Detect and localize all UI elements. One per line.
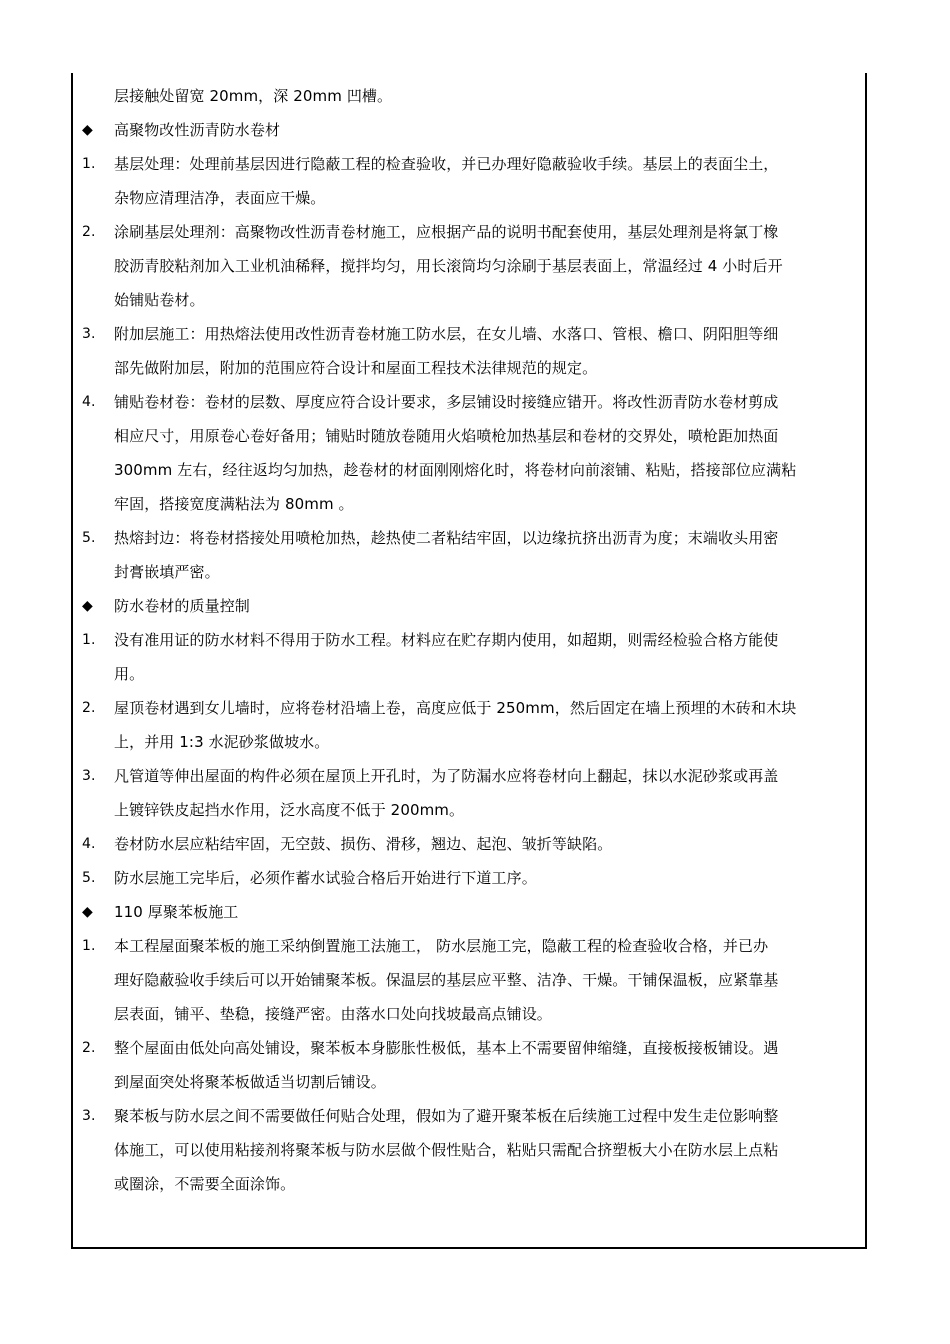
line-text: 杂物应清理洁净，表面应干燥。 <box>114 189 326 207</box>
line-text: 体施工，可以使用粘接剂将聚苯板与防水层做个假性贴合，粘贴只需配合挤塑板大小在防水层上点粘 <box>114 1141 779 1159</box>
line-text: 防水层施工完毕后，必须作蓄水试验合格后开始进行下道工序。 <box>114 869 537 887</box>
paragraph-line <box>78 351 858 385</box>
list-number: 1. <box>82 156 96 172</box>
line-text: 300mm 左右，经往返均匀加热，趁卷材的材面刚刚熔化时，将卷材向前滚铺、粘贴，搭接部位应满粘 <box>114 461 797 479</box>
paragraph-line <box>78 963 858 997</box>
heading-text: 110 厚聚苯板施工 <box>114 903 239 921</box>
list-number: 1. <box>82 632 96 648</box>
paragraph-line <box>78 453 858 487</box>
diamond-bullet-icon: ◆ <box>82 122 93 138</box>
paragraph-line <box>78 181 858 215</box>
paragraph-line <box>78 249 858 283</box>
line-text: 始铺贴卷材。 <box>114 291 205 309</box>
list-item <box>78 385 858 419</box>
paragraph-line <box>78 997 858 1031</box>
line-text: 整个屋面由低处向高处铺设，聚苯板本身膨胀性极低，基本上不需要留伸缩缝，直接板接板铺设。遇 <box>114 1039 779 1057</box>
paragraph-line <box>78 1065 858 1099</box>
line-text: 牢固，搭接宽度满粘法为 80mm 。 <box>114 495 354 513</box>
diamond-bullet-icon: ◆ <box>82 904 93 920</box>
line-text: 没有准用证的防水材料不得用于防水工程。材料应在贮存期内使用，如超期，则需经检验合格方能使 <box>114 631 779 649</box>
line-text: 热熔封边：将卷材搭接处用喷枪加热，趁热使二者粘结牢固，以边缘抗挤出沥青为度；末端收头用密 <box>114 529 779 547</box>
list-number: 5. <box>82 530 96 546</box>
list-number: 3. <box>82 1108 96 1124</box>
paragraph-line <box>78 283 858 317</box>
list-number: 3. <box>82 326 96 342</box>
heading-text: 防水卷材的质量控制 <box>114 597 250 615</box>
list-item <box>78 827 858 861</box>
document-body <box>78 79 858 1201</box>
line-text: 上镀锌铁皮起挡水作用，泛水高度不低于 200mm。 <box>114 801 465 819</box>
paragraph-line <box>78 1133 858 1167</box>
list-number: 4. <box>82 836 96 852</box>
list-item <box>78 521 858 555</box>
section-heading <box>78 113 858 147</box>
line-text: 涂刷基层处理剂：高聚物改性沥青卷材施工，应根据产品的说明书配套使用，基层处理剂是将氯丁橡 <box>114 223 779 241</box>
list-item <box>78 759 858 793</box>
paragraph-line <box>78 419 858 453</box>
line-text: 铺贴卷材卷：卷材的层数、厚度应符合设计要求，多层铺设时接缝应错开。将改性沥青防水卷材剪成 <box>114 393 779 411</box>
line-text: 本工程屋面聚苯板的施工采纳倒置施工法施工， 防水层施工完，隐蔽工程的检查验收合格，并已办 <box>114 937 769 955</box>
line-text: 胶沥青胶粘剂加入工业机油稀释，搅拌均匀，用长滚筒均匀涂刷于基层表面上，常温经过 4 小时后开 <box>114 257 783 275</box>
line-text: 屋顶卷材遇到女儿墙时，应将卷材沿墙上卷，高度应低于 250mm，然后固定在墙上预埋的木砖和木块 <box>114 699 797 717</box>
line-text: 层表面，铺平、垫稳，接缝严密。由落水口处向找坡最高点铺设。 <box>114 1005 552 1023</box>
list-item <box>78 861 858 895</box>
heading-text: 高聚物改性沥青防水卷材 <box>114 121 281 139</box>
list-number: 4. <box>82 394 96 410</box>
paragraph-line <box>78 793 858 827</box>
list-item <box>78 929 858 963</box>
line-text: 层接触处留宽 20mm，深 20mm 凹槽。 <box>114 87 393 105</box>
paragraph-line <box>78 487 858 521</box>
line-text: 上，并用 1:3 水泥砂浆做坡水。 <box>114 733 330 751</box>
list-item <box>78 317 858 351</box>
line-text: 部先做附加层，附加的范围应符合设计和屋面工程技术法律规范的规定。 <box>114 359 598 377</box>
line-text: 封膏嵌填严密。 <box>114 563 220 581</box>
list-number: 2. <box>82 224 96 240</box>
paragraph-line <box>78 657 858 691</box>
list-number: 3. <box>82 768 96 784</box>
paragraph-line <box>78 1167 858 1201</box>
list-number: 2. <box>82 700 96 716</box>
line-text: 用。 <box>114 665 145 683</box>
list-item <box>78 691 858 725</box>
list-number: 1. <box>82 938 96 954</box>
list-item <box>78 1031 858 1065</box>
paragraph-line <box>78 725 858 759</box>
line-text: 凡管道等伸出屋面的构件必须在屋顶上开孔时，为了防漏水应将卷材向上翻起，抹以水泥砂浆或再盖 <box>114 767 779 785</box>
paragraph-line <box>78 79 858 113</box>
line-text: 卷材防水层应粘结牢固，无空鼓、损伤、滑移，翘边、起泡、皱折等缺陷。 <box>114 835 613 853</box>
line-text: 聚苯板与防水层之间不需要做任何贴合处理，假如为了避开聚苯板在后续施工过程中发生走位影响整 <box>114 1107 779 1125</box>
line-text: 基层处理：处理前基层因进行隐蔽工程的检查验收，并已办理好隐蔽验收手续。基层上的表面尘土， <box>114 155 779 173</box>
line-text: 或圈涂，不需要全面涂饰。 <box>114 1175 296 1193</box>
list-item <box>78 215 858 249</box>
section-heading <box>78 895 858 929</box>
line-text: 附加层施工：用热熔法使用改性沥青卷材施工防水层，在女儿墙、水落口、管根、檐口、阴阳胆等细 <box>114 325 779 343</box>
section-heading <box>78 589 858 623</box>
list-number: 2. <box>82 1040 96 1056</box>
line-text: 理好隐蔽验收手续后可以开始铺聚苯板。保温层的基层应平整、洁净、干燥。干铺保温板，应紧靠基 <box>114 971 779 989</box>
line-text: 相应尺寸，用原卷心卷好备用；铺贴时随放卷随用火焰喷枪加热基层和卷材的交界处，喷枪距加热面 <box>114 427 779 445</box>
diamond-bullet-icon: ◆ <box>82 598 93 614</box>
list-item <box>78 1099 858 1133</box>
list-item <box>78 623 858 657</box>
list-item <box>78 147 858 181</box>
line-text: 到屋面突处将聚苯板做适当切割后铺设。 <box>114 1073 386 1091</box>
list-number: 5. <box>82 870 96 886</box>
paragraph-line <box>78 555 858 589</box>
